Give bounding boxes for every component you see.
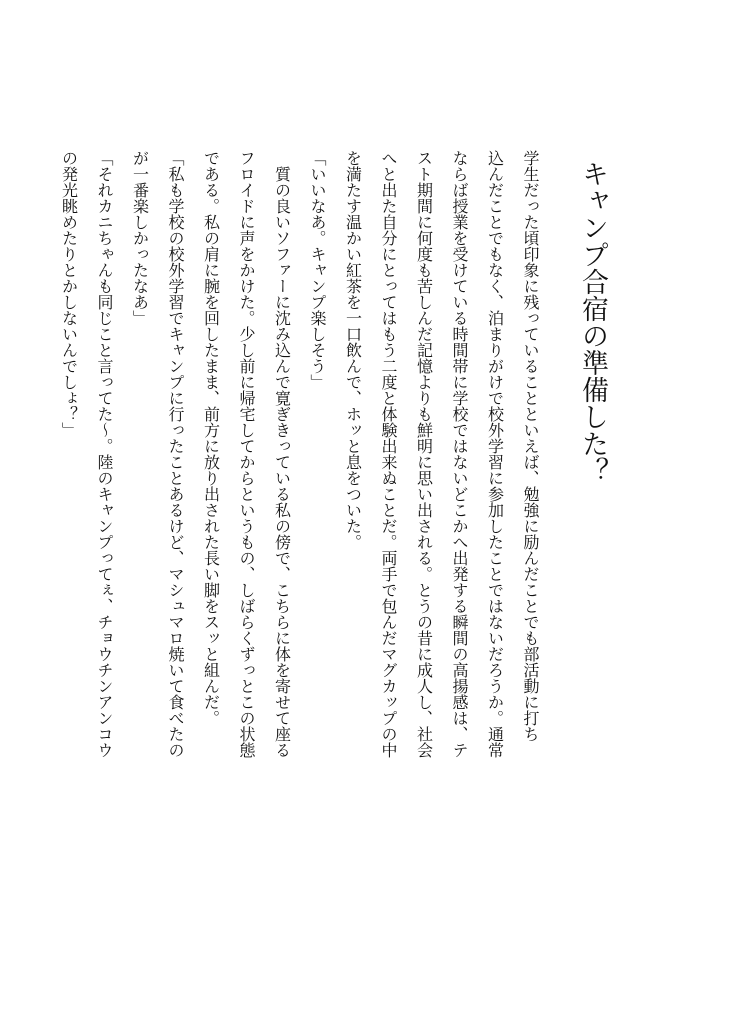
text-line: を満たす温かい紅茶を一口飲んで、ホッと息をついた。 (343, 150, 363, 550)
text-line: スト期間に何度も苦しんだ記憶よりも鮮明に思い出される。とうの昔に成人し、社会 (414, 150, 434, 758)
text-line: 「いいなあ。キャンプ楽しそう」 (308, 150, 327, 390)
text-line: ならば授業を受けている時間帯に学校ではないどこかへ出発する瞬間の高揚感は、テ (450, 150, 469, 758)
text-line: が一番楽しかったなあ」 (130, 150, 150, 326)
text-line: の発光眺めたりとかしないんでしょ？」 (59, 150, 79, 438)
text-line: 質の良いソファーに沈み込んで寛ぎきっている私の傍で、こちらに体を寄せて座る (272, 150, 292, 758)
text-line: へと出た自分にとってはもう二度と体験出来ぬことだ。両手で包んだマグカップの中 (379, 150, 398, 758)
text-line: フロイドに声をかけた。少し前に帰宅してからというもの、しばらくずっとこの状態 (237, 150, 256, 758)
chapter-title: キャンプ合宿の準備した？ (577, 160, 608, 484)
text-line: である。私の肩に腕を回したまま、前方に放り出された長い脚をスッと組んだ。 (201, 150, 221, 726)
text-line: 学生だった頃印象に残っていることといえば、勉強に励んだことでも部活動に打ち (521, 150, 540, 742)
text-line: 「それカニちゃんも同じこと言ってた〜。陸のキャンプってぇ、チョウチンアンコウ (95, 150, 114, 758)
text-line: 込んだことでもなく、泊まりがけで校外学習に参加したことではないだろうか。通常 (485, 150, 505, 758)
text-line: 「私も学校の校外学習でキャンプに行ったことあるけど、マシュマロ焼いて食べたの (166, 150, 185, 758)
body-text (59, 150, 548, 850)
